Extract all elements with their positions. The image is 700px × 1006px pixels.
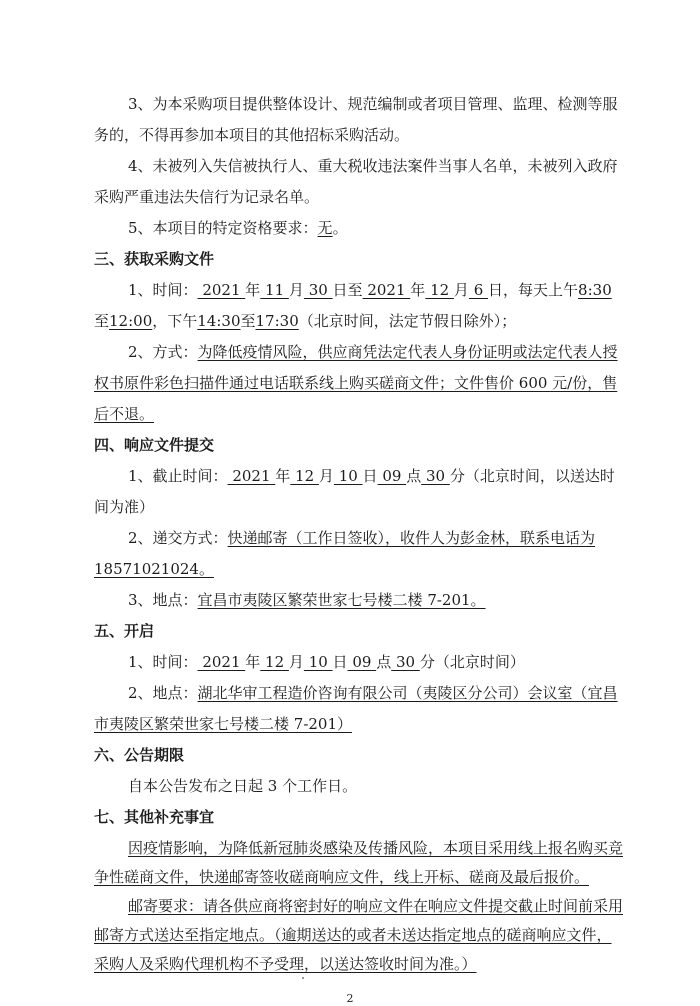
acquisition-method-line-2 [94,372,617,394]
acquisition-time-line-2 [94,310,516,332]
delivery-line-2 [94,558,214,580]
text-to: 至 [94,312,110,330]
deadline-month: 12 [290,467,319,485]
start-year: 2021 [197,281,246,299]
page-number: 2 [346,992,354,1005]
mailing-requirement-text: 邮寄要求：请各供应商将密封好的响应文件在响应文件提交截止时间前采用 [128,897,624,915]
text-day-morning: 日，每天上午 [488,281,579,299]
text-hour: 点 [376,653,392,671]
deadline-label: 1、截止时间： [128,467,228,485]
supplement-p2-line-1 [128,895,623,917]
text-minute-note: 分（北京时间，以送达时 [449,467,615,485]
paragraph-5-label: 5、本项目的特定资格要求： [128,219,318,237]
afternoon-start-time: 14:30 [197,312,241,330]
paragraph-5-suffix: 。 [332,219,348,237]
morning-start-time: 8:30 [578,281,612,299]
deadline-minute: 30 [421,467,450,485]
paragraph-4-line-2: 采购严重违法失信行为记录名单。 [94,188,320,206]
opening-hour: 09 [347,653,377,671]
deadline-line-1 [128,465,615,487]
text-day-to: 日至 [332,281,363,299]
paragraph-4-line-1: 4、未被列入失信被执行人、重大税收违法案件当事人名单，未被列入政府 [128,157,618,175]
end-month: 12 [425,281,454,299]
text-month: 月 [453,281,469,299]
end-day: 6 [468,281,489,299]
opening-minute: 30 [391,653,420,671]
start-month: 11 [260,281,289,299]
beijing-time-note: （北京时间，法定节假日除外）； [298,312,517,330]
paragraph-3-line-1: 3、为本采购项目提供整体设计、规范编制或者项目管理、监理、检测等服 [128,95,618,113]
supplement-p2-line-3 [94,953,477,975]
paragraph-5 [128,217,348,239]
text-year: 年 [245,653,261,671]
mailing-requirement-text: 采购人及采购代理机构不予受理，以送达签收时间为准。） [94,955,477,973]
mailing-requirement-text: 邮寄方式送达至指定地点。（逾期送达的或者未送达指定地点的磋商响应文件， [94,926,612,944]
delivery-label: 2、递交方式： [128,529,228,547]
deadline-hour: 09 [377,467,407,485]
supplement-text: 因疫情影响，为降低新冠肺炎感染及传播风险，本项目采用线上报名购买竞 [128,839,624,857]
text-to: 至 [240,312,256,330]
supplement-text: 争性磋商文件，快递邮寄签收磋商响应文件，线上开标、磋商及最后报价。 [94,868,590,886]
supplement-p2-line-2 [94,924,612,946]
text-year: 年 [245,281,261,299]
text-month: 月 [288,281,304,299]
acquisition-method-text: 为降低疫情风险，供应商凭法定代表人身份证明或法定代表人授 [197,343,618,361]
opening-location-label: 2、地点： [128,684,198,702]
delivery-method-text: 快递邮寄（工作日签收），收件人为彭金林，联系电话为 [227,529,596,547]
deadline-year: 2021 [227,467,276,485]
section-6-heading: 六、公告期限 [94,746,185,764]
text-day: 日 [332,653,348,671]
delivery-line-1 [128,527,595,549]
text-afternoon: ，下午 [152,312,198,330]
supplement-p1-line-1 [128,837,623,859]
morning-end-time: 12:00 [109,312,153,330]
opening-location-line-2 [94,713,352,735]
special-qualification-value: 无 [317,219,333,237]
text-month: 月 [318,467,334,485]
opening-year: 2021 [197,653,246,671]
section-4-heading: 四、响应文件提交 [94,436,215,454]
text-year: 年 [410,281,426,299]
acquisition-method-line-1 [128,341,618,363]
deadline-day: 10 [333,467,363,485]
paragraph-3-line-2: 务的，不得再参加本项目的其他招标采购活动。 [94,126,410,144]
acquisition-method-text: 权书原件彩色扫描件通过电话联系线上购买磋商文件；文件售价 600 元/份，售 [94,374,618,392]
supplement-p1-line-2 [94,866,589,888]
acquisition-method-label: 2、方式： [128,343,198,361]
scan-artifact-dot [302,977,304,979]
section-5-heading: 五、开启 [94,622,155,640]
text-minute-note: 分（北京时间） [419,653,525,671]
text-day: 日 [362,467,378,485]
acquisition-method-text: 后不退。 [94,405,155,423]
opening-time-label: 1、时间： [128,653,198,671]
opening-location-text: 湖北华审工程造价咨询有限公司（夷陵区分公司）会议室（宜昌 [197,684,618,702]
acquisition-time-line-1 [128,279,612,301]
afternoon-end-time: 17:30 [255,312,299,330]
text-hour: 点 [406,467,422,485]
opening-day: 10 [303,653,333,671]
submission-location [128,589,486,611]
contact-phone: 18571021024。 [94,560,214,578]
opening-location-line-1 [128,682,618,704]
submission-address: 宜昌市夷陵区繁荣世家七号楼二楼 7-201。 [197,591,486,609]
acquisition-time-label: 1、时间： [128,281,198,299]
end-year: 2021 [362,281,411,299]
section-3-heading: 三、获取采购文件 [94,250,215,268]
text-year: 年 [275,467,291,485]
submission-location-label: 3、地点： [128,591,198,609]
section-7-heading: 七、其他补充事宜 [94,808,215,826]
opening-time [128,651,525,673]
opening-location-text: 市夷陵区繁荣世家七号楼二楼 7-201） [94,715,353,733]
deadline-line-2: 间为准） [94,498,155,516]
acquisition-method-line-3 [94,403,154,425]
opening-month: 12 [260,653,289,671]
announcement-period-text: 自本公告发布之日起 3 个工作日。 [128,777,358,795]
start-day: 30 [303,281,333,299]
text-month: 月 [288,653,304,671]
